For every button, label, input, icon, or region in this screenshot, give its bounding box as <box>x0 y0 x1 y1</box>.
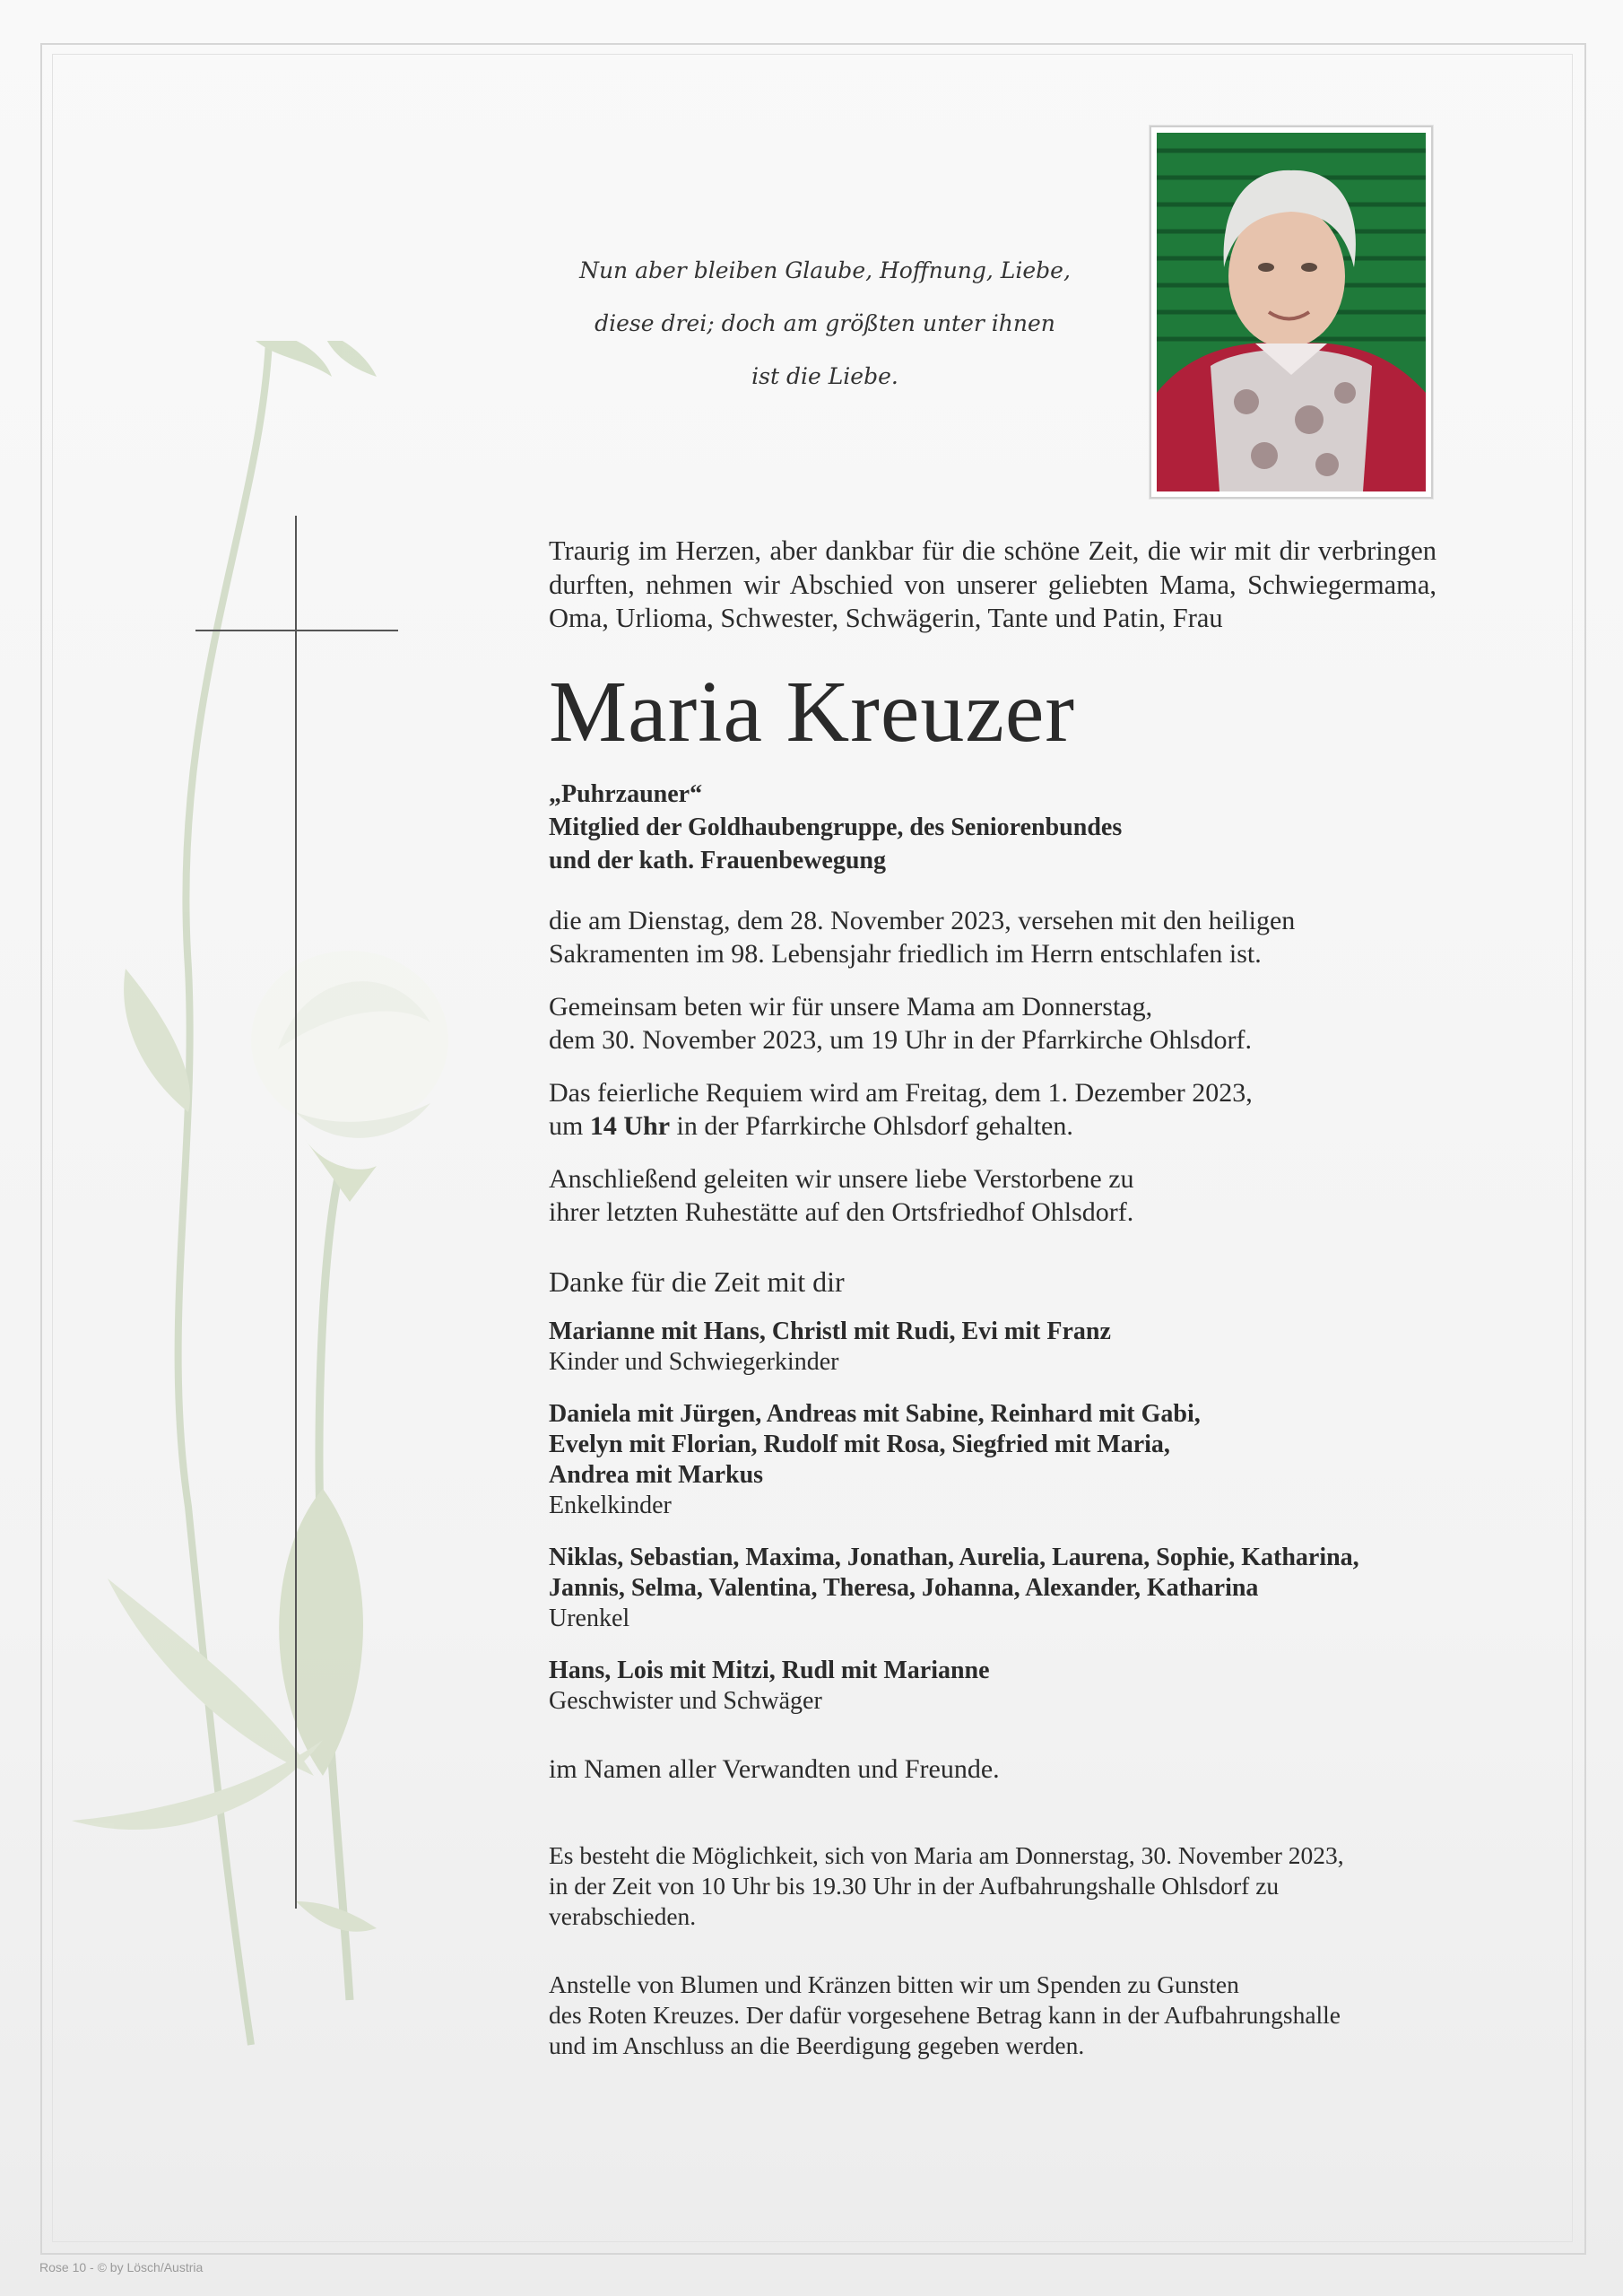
requiem-post: in der Pfarrkirche Ohlsdorf gehalten. <box>670 1110 1073 1141</box>
viewing-line-1: Es besteht die Möglichkeit, sich von Maria am Donnerstag, 30. November 2023, <box>549 1840 1344 1869</box>
group-names: Daniela mit Jürgen, Andreas mit Sabine, Reinhard mit Gabi, <box>549 1399 1201 1428</box>
prayer-line-2: dem 30. November 2023, um 19 Uhr in der Pfarrkirche Ohlsdorf. <box>549 1024 1252 1055</box>
verse-line-2: diese drei; doch am größten unter ihnen <box>595 310 1055 336</box>
intro-paragraph: Traurig im Herzen, aber dankbar für die schöne Zeit, die wir mit dir verbringen durften, nehmen wir Abschied von unserer geliebten Mama, Schwiegermama, Oma, Urlioma, Schwester, Schwägerin, Tante und Patin, Frau <box>549 535 1436 633</box>
donation-line-2: des Roten Kreuzes. Der dafür vorgesehene Betrag kann in der Aufbahrungshalle <box>549 2000 1341 2029</box>
group-names: Andrea mit Markus <box>549 1460 764 1489</box>
group-names: Hans, Lois mit Mitzi, Rudl mit Marianne <box>549 1656 990 1684</box>
group-role: Urenkel <box>549 1604 630 1632</box>
donation-line-1: Anstelle von Blumen und Kränzen bitten wir um Spenden zu Gunsten <box>549 1970 1239 1998</box>
deceased-name: Maria Kreuzer <box>549 663 1076 761</box>
group-role: Kinder und Schwiegerkinder <box>549 1347 839 1376</box>
death-notice <box>549 904 1436 970</box>
group-names: Marianne mit Hans, Christl mit Rudi, Evi mit Franz <box>549 1317 1111 1345</box>
copyright-footer: Rose 10 - © by Lösch/Austria <box>39 2260 204 2274</box>
group-role: Geschwister und Schwäger <box>549 1686 822 1715</box>
burial-notice <box>549 1162 1436 1229</box>
death-line-1: die am Dienstag, dem 28. November 2023, versehen mit den heiligen <box>549 905 1296 935</box>
burial-line-2: ihrer letzten Ruhestätte auf den Ortsfriedhof Ohlsdorf. <box>549 1196 1134 1227</box>
nickname: „Puhrzauner“ <box>549 779 703 808</box>
obituary-text <box>549 535 1436 2061</box>
viewing-line-3: verabschieden. <box>549 1901 697 1930</box>
prayer-line-1: Gemeinsam beten wir für unsere Mama am Donnerstag, <box>549 991 1153 1022</box>
portrait-image <box>1157 133 1426 491</box>
death-line-2: Sakramenten im 98. Lebensjahr friedlich im Herrn entschlafen ist. <box>549 938 1262 969</box>
donation-line-3: und im Anschluss an die Beerdigung gegeben werden. <box>549 2031 1085 2059</box>
prayer-notice <box>549 990 1436 1057</box>
bible-verse <box>538 244 1112 403</box>
white-rose-illustration <box>54 341 520 2135</box>
requiem-pre: um <box>549 1110 590 1141</box>
requiem-time: 14 Uhr <box>589 1110 671 1141</box>
verse-line-1: Nun aber bleiben Glaube, Hoffnung, Liebe, <box>579 257 1071 283</box>
family-group-children <box>549 1317 1436 1378</box>
family-group-grandchildren <box>549 1399 1436 1521</box>
family-group-great-grandchildren <box>549 1543 1436 1634</box>
group-names: Jannis, Selma, Valentina, Theresa, Johanna, Alexander, Katharina <box>549 1573 1259 1602</box>
membership-line-1: Mitglied der Goldhaubengruppe, des Seniorenbundes <box>549 813 1123 841</box>
family-group-siblings <box>549 1656 1436 1717</box>
requiem-line-2 <box>549 1109 1436 1143</box>
viewing-notice <box>549 1840 1436 1932</box>
group-role: Enkelkinder <box>549 1491 672 1519</box>
thanks-heading: Danke für die Zeit mit dir <box>549 1265 845 1298</box>
closing-line: im Namen aller Verwandten und Freunde. <box>549 1753 1000 1784</box>
verse-line-3: ist die Liebe. <box>751 363 898 389</box>
viewing-line-2: in der Zeit von 10 Uhr bis 19.30 Uhr in der Aufbahrungshalle Ohlsdorf zu <box>549 1871 1280 1900</box>
donation-notice <box>549 1970 1436 2061</box>
requiem-line-1: Das feierliche Requiem wird am Freitag, dem 1. Dezember 2023, <box>549 1077 1253 1108</box>
requiem-notice <box>549 1076 1436 1143</box>
portrait-photo <box>1150 126 1433 499</box>
burial-line-1: Anschließend geleiten wir unsere liebe Verstorbene zu <box>549 1163 1134 1194</box>
membership-line-2: und der kath. Frauenbewegung <box>549 846 887 874</box>
group-names: Niklas, Sebastian, Maxima, Jonathan, Aurelia, Laurena, Sophie, Katharina, <box>549 1543 1359 1571</box>
group-names: Evelyn mit Florian, Rudolf mit Rosa, Siegfried mit Maria, <box>549 1430 1170 1458</box>
